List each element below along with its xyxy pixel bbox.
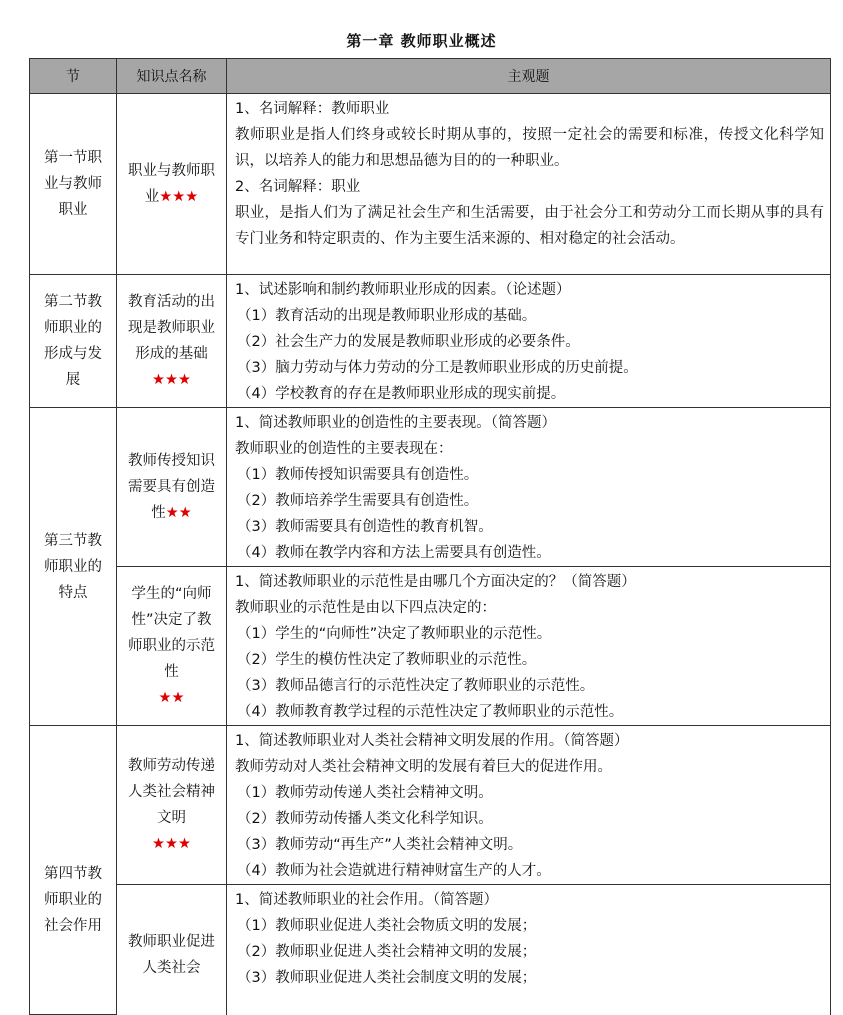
knowledge-cell bbox=[117, 567, 227, 726]
question-line: 2、名词解释：职业 bbox=[235, 179, 361, 195]
answer-item: （1）教育活动的出现是教师职业形成的基础。 bbox=[237, 308, 537, 324]
section-cell bbox=[30, 275, 117, 408]
subjective-cell bbox=[227, 567, 831, 726]
subjective-cell bbox=[227, 726, 831, 885]
subjective-cell bbox=[227, 94, 831, 275]
answer-item: （1）教师职业促进人类社会物质文明的发展； bbox=[237, 918, 537, 934]
answer-item: （4）学校教育的存在是教师职业形成的现实前提。 bbox=[237, 386, 566, 402]
knowledge-cell bbox=[117, 94, 227, 275]
section-cell bbox=[30, 726, 117, 1015]
answer-intro: 教师职业的示范性是由以下四点决定的： bbox=[235, 600, 496, 616]
section-label: 第二节教师职业的形成与发展 bbox=[44, 294, 102, 388]
answer-item: （2）社会生产力的发展是教师职业形成的必要条件。 bbox=[237, 334, 580, 350]
knowledge-label: 职业与教师职业 bbox=[128, 163, 215, 205]
question-line: 1、简述教师职业的示范性是由哪几个方面决定的？（简答题） bbox=[235, 574, 636, 590]
table-row bbox=[30, 567, 831, 726]
subjective-cell bbox=[227, 408, 831, 567]
section-label: 第三节教师职业的特点 bbox=[44, 532, 102, 601]
answer-item: （3）教师职业促进人类社会制度文明的发展； bbox=[237, 970, 537, 986]
answer-item: （3）脑力劳动与体力劳动的分工是教师职业形成的历史前提。 bbox=[237, 360, 638, 376]
answer-item: （1）教师劳动传递人类社会精神文明。 bbox=[237, 785, 493, 801]
subjective-cell bbox=[227, 885, 831, 1015]
table-row bbox=[30, 408, 831, 567]
table-row bbox=[30, 726, 831, 885]
question-line: 1、简述教师职业的创造性的主要表现。（简答题） bbox=[235, 415, 556, 431]
answer-paragraph: 职业，是指人们为了满足社会生产和生活需要，由于社会分工和劳动分工而长期从事的具有专门业务和特定职责的、作为主要生活来源的、相对稳定的社会活动。 bbox=[235, 205, 824, 247]
importance-stars: ★★★ bbox=[159, 189, 199, 205]
section-label: 第四节教师职业的社会作用 bbox=[44, 866, 102, 934]
answer-intro: 教师劳动对人类社会精神文明的发展有着巨大的促进作用。 bbox=[235, 759, 612, 775]
knowledge-label: 教师劳动传递人类社会精神文明 bbox=[128, 758, 215, 826]
header-section: 节 bbox=[30, 59, 117, 94]
section-cell bbox=[30, 94, 117, 275]
section-label: 第一节职业与教师职业 bbox=[44, 150, 102, 218]
question-line: 1、简述教师职业对人类社会精神文明发展的作用。（简答题） bbox=[235, 733, 629, 749]
importance-stars: ★★ bbox=[158, 690, 185, 706]
knowledge-cell bbox=[117, 408, 227, 567]
table-row bbox=[30, 885, 831, 1015]
question-line: 1、试述影响和制约教师职业形成的因素。（论述题） bbox=[235, 282, 571, 298]
answer-intro: 教师职业的创造性的主要表现在： bbox=[235, 441, 453, 457]
importance-stars: ★★★ bbox=[152, 372, 191, 388]
knowledge-label: 学生的“向师性”决定了教师职业的示范性 bbox=[128, 586, 215, 680]
header-subjective: 主观题 bbox=[227, 59, 831, 94]
answer-paragraph: 教师职业是指人们终身或较长时期从事的，按照一定社会的需要和标准，传授文化科学知识，以培养人的能力和思想品德为目的的一种职业。 bbox=[235, 127, 824, 169]
answer-item: （2）教师劳动传播人类文化科学知识。 bbox=[237, 811, 493, 827]
knowledge-label: 教师传授知识需要具有创造性 bbox=[128, 453, 215, 521]
answer-item: （3）教师劳动“再生产”人类社会精神文明。 bbox=[237, 837, 523, 853]
answer-item: （4）教师为社会造就进行精神财富生产的人才。 bbox=[237, 863, 551, 879]
question-line: 1、简述教师职业的社会作用。（简答题） bbox=[235, 892, 498, 908]
answer-item: （1）教师传授知识需要具有创造性。 bbox=[237, 467, 479, 483]
section-cell bbox=[30, 408, 117, 726]
importance-stars: ★★★ bbox=[152, 836, 191, 852]
importance-stars: ★★ bbox=[165, 505, 192, 521]
answer-item: （3）教师需要具有创造性的教育机智。 bbox=[237, 519, 493, 535]
answer-item: （2）教师职业促进人类社会精神文明的发展； bbox=[237, 944, 537, 960]
table-row bbox=[30, 275, 831, 408]
answer-item: （4）教师教育教学过程的示范性决定了教师职业的示范性。 bbox=[237, 704, 624, 720]
answer-item: （2）学生的模仿性决定了教师职业的示范性。 bbox=[237, 652, 537, 668]
subjective-cell bbox=[227, 275, 831, 408]
answer-item: （1）学生的“向师性”决定了教师职业的示范性。 bbox=[237, 626, 552, 642]
header-knowledge: 知识点名称 bbox=[117, 59, 227, 94]
knowledge-cell bbox=[117, 885, 227, 1015]
table-row bbox=[30, 94, 831, 275]
knowledge-label: 教育活动的出现是教师职业形成的基础 bbox=[128, 294, 215, 362]
chapter-title: 第一章 教师职业概述 bbox=[346, 32, 497, 50]
answer-item: （2）教师培养学生需要具有创造性。 bbox=[237, 493, 479, 509]
knowledge-cell bbox=[117, 275, 227, 408]
answer-item: （4）教师在教学内容和方法上需要具有创造性。 bbox=[237, 545, 551, 561]
knowledge-label: 教师职业促进人类社会 bbox=[128, 934, 215, 976]
table-header-row bbox=[30, 59, 831, 94]
question-line: 1、名词解释：教师职业 bbox=[235, 101, 390, 117]
knowledge-table bbox=[29, 58, 831, 1015]
knowledge-cell bbox=[117, 726, 227, 885]
answer-item: （3）教师品德言行的示范性决定了教师职业的示范性。 bbox=[237, 678, 595, 694]
